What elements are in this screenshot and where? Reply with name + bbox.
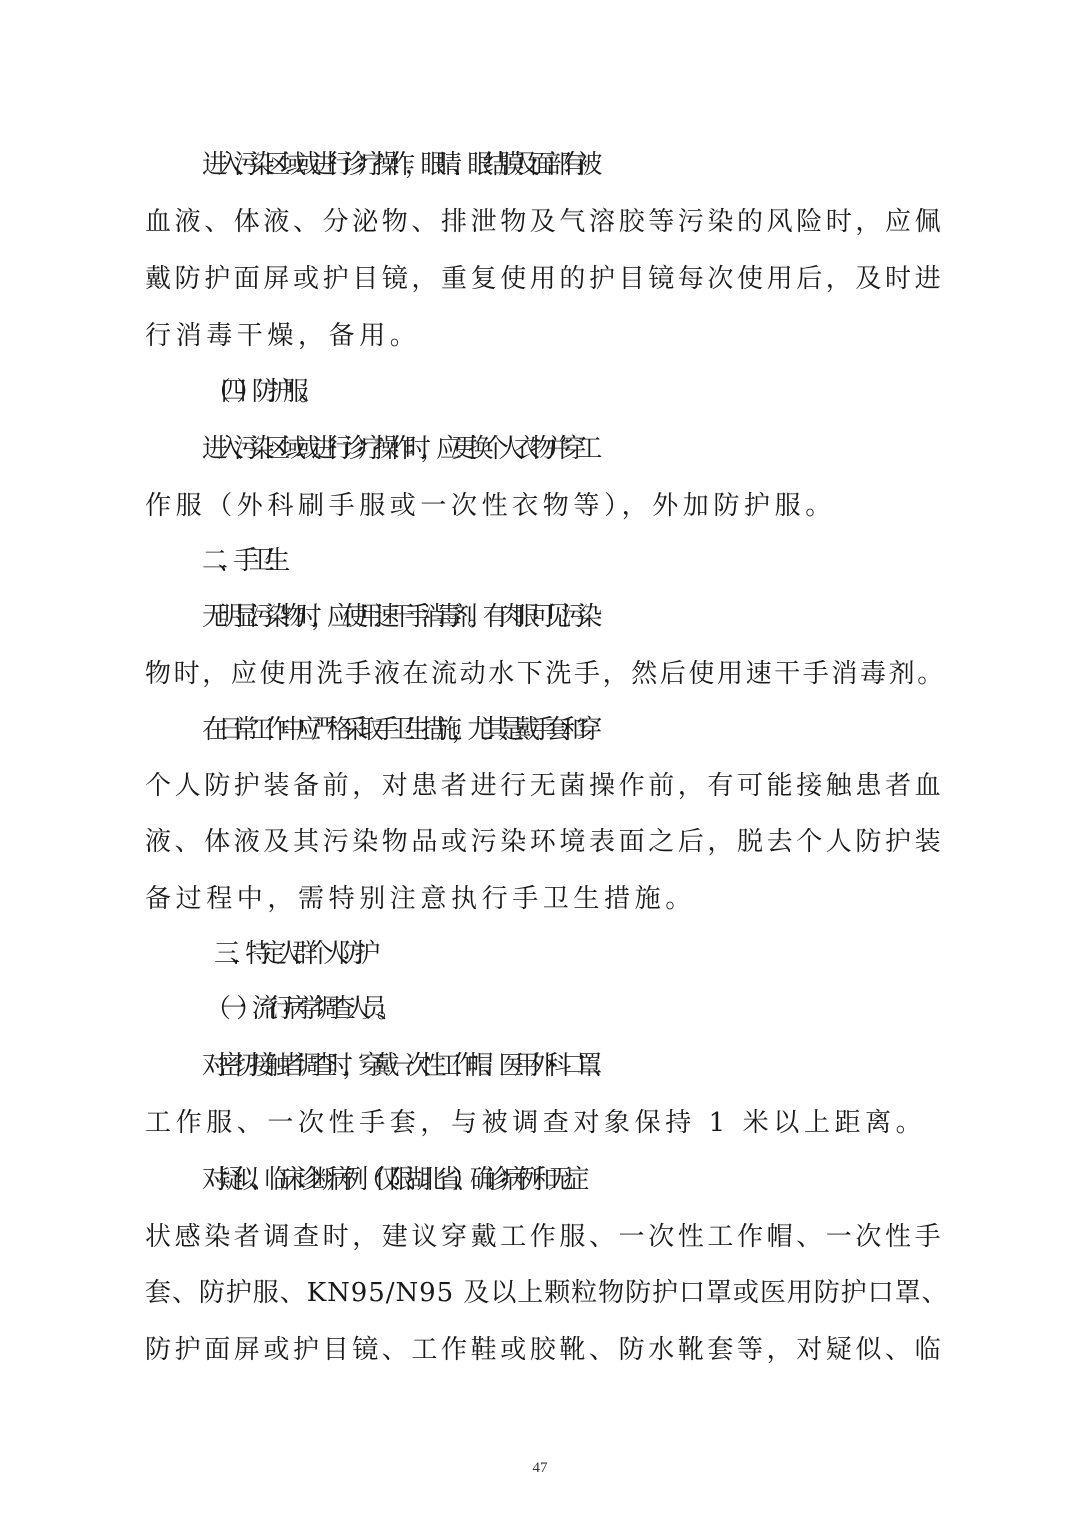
- subsection-heading: （四）防护服。: [205, 377, 315, 407]
- paragraph-line: 套、防护服、KN95/N95 及以上颗粒物防护口罩或医用防护口罩、: [145, 1278, 949, 1308]
- paragraph-line: 进入污染区域或进行诊疗操作，眼睛、眼结膜及面部有被: [202, 150, 593, 180]
- paragraph-line: 对密切接触者调查时，穿戴一次性工作帽、医用外科口罩、: [202, 1051, 608, 1081]
- paragraph-line: 状感染者调查时，建议穿戴工作服、一次性工作帽、一次性手: [145, 1222, 945, 1252]
- paragraph-line: 物时，应使用洗手液在流动水下洗手，然后使用速干手消毒剂。: [145, 659, 946, 689]
- paragraph-line: 对疑似、临床诊断病例（仅限湖北省）、确诊病例和无症: [202, 1165, 580, 1195]
- paragraph-line: 进入污染区域或进行诊疗操作时，应更换个人衣物并穿工: [202, 434, 593, 464]
- paragraph-line: 作服（外科刷手服或一次性衣物等），外加防护服。: [145, 491, 836, 521]
- section-heading: 二、手卫生: [202, 546, 281, 576]
- paragraph-line: 个人防护装备前，对患者进行无菌操作前，有可能接触患者血: [145, 771, 945, 801]
- paragraph-line: 在日常工作中应严格采取手卫生措施，尤其是戴手套和穿: [202, 715, 593, 745]
- subsection-heading: （一）流行病学调查人员。: [205, 994, 393, 1024]
- paragraph-line: 无明显污染物时，应使用速干手消毒剂。有肉眼可见污染: [202, 602, 593, 632]
- paragraph-line: 备过程中，需特别注意执行手卫生措施。: [145, 884, 696, 914]
- section-heading: 三、特定人群个人防护: [214, 939, 371, 969]
- paragraph-line: 血液、体液、分泌物、排泄物及气溶胶等污染的风险时，应佩: [145, 207, 945, 237]
- paragraph-line: 工作服、一次性手套，与被调查对象保持 1 米以上距离。: [145, 1108, 927, 1138]
- paragraph-line: 液、体液及其污染物品或污染环境表面之后，脱去个人防护装: [145, 827, 945, 857]
- paragraph-line: 防护面屏或护目镜、工作鞋或胶靴、防水靴套等，对疑似、临: [145, 1335, 945, 1365]
- paragraph-line: 行消毒干燥，备用。: [145, 321, 421, 351]
- page-number: 47: [532, 1460, 548, 1476]
- paragraph-line: 戴防护面屏或护目镜，重复使用的护目镜每次使用后，及时进: [145, 264, 945, 294]
